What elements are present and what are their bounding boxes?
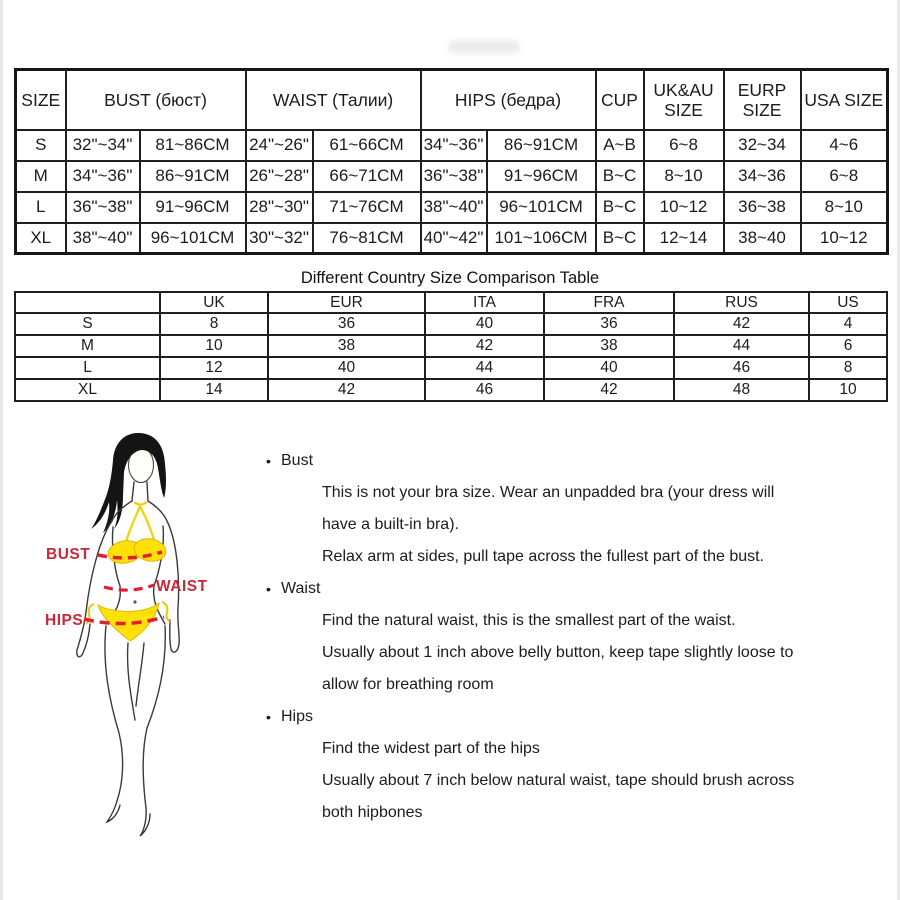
measurement-guide xyxy=(266,445,888,829)
table-cell: 48 xyxy=(674,379,809,401)
table-cell: 32~34 xyxy=(724,130,801,161)
guide-section-title-bust xyxy=(266,445,888,477)
table-cell: XL xyxy=(15,379,160,401)
bust-label: BUST xyxy=(46,546,91,563)
table-cell: 8 xyxy=(160,313,268,335)
table-cell: 42 xyxy=(425,335,544,357)
table-cell: 6~8 xyxy=(644,130,724,161)
column-header-fra: FRA xyxy=(544,292,674,313)
table-cell: 44 xyxy=(425,357,544,379)
table-cell: 34"~36" xyxy=(66,161,140,192)
column-header-eur: EUR xyxy=(268,292,425,313)
table-cell: M xyxy=(15,335,160,357)
table-cell: 46 xyxy=(425,379,544,401)
table-cell: 28"~30" xyxy=(246,192,313,223)
column-header-bust: BUST (бюст) xyxy=(66,70,246,130)
table-cell: 10 xyxy=(809,379,887,401)
table-cell: 86~91CM xyxy=(140,161,246,192)
table-cell: 76~81CM xyxy=(313,223,421,254)
bullet-icon: • xyxy=(266,709,271,725)
table-cell: 40 xyxy=(268,357,425,379)
comparison-row-m xyxy=(15,335,887,357)
comparison-row-xl xyxy=(15,379,887,401)
guide-title-text: Bust xyxy=(281,452,314,469)
table-cell: 66~71CM xyxy=(313,161,421,192)
table-cell: 30"~32" xyxy=(246,223,313,254)
column-header-hips: HIPS (бедра) xyxy=(421,70,596,130)
size-chart-table xyxy=(14,68,889,255)
table-cell: 24"~26" xyxy=(246,130,313,161)
table-cell: S xyxy=(15,313,160,335)
table-cell: L xyxy=(15,357,160,379)
waist-label: WAIST xyxy=(156,578,208,595)
column-header-us: US xyxy=(809,292,887,313)
guide-line: Find the widest part of the hips xyxy=(322,740,540,757)
left-leg-inner xyxy=(128,643,135,720)
table-cell: 6~8 xyxy=(801,161,888,192)
neck xyxy=(132,482,148,501)
column-header-waist: WAIST (Талии) xyxy=(246,70,421,130)
guide-line: This is not your bra size. Wear an unpadded bra (your dress will xyxy=(322,484,775,501)
table-cell: 61~66CM xyxy=(313,130,421,161)
table-cell: 6 xyxy=(809,335,887,357)
guide-title-text: Waist xyxy=(281,580,321,597)
guide-line: Usually about 7 inch below natural waist, tape should brush across xyxy=(322,772,795,789)
comparison-row-s xyxy=(15,313,887,335)
table-cell: 14 xyxy=(160,379,268,401)
table-cell: 40 xyxy=(544,357,674,379)
size-chart-header-row xyxy=(16,70,888,130)
table-cell: 96~101CM xyxy=(140,223,246,254)
right-leg-inner xyxy=(136,643,144,706)
table-cell: 42 xyxy=(544,379,674,401)
table-cell: 38 xyxy=(268,335,425,357)
table-cell: 44 xyxy=(674,335,809,357)
table-cell: XL xyxy=(16,223,66,254)
table-cell: 40 xyxy=(425,313,544,335)
bullet-icon: • xyxy=(266,581,271,597)
guide-line: have a built-in bra). xyxy=(322,516,459,533)
table-cell: B~C xyxy=(596,223,644,254)
table-cell: 26"~28" xyxy=(246,161,313,192)
table-cell: 32"~34" xyxy=(66,130,140,161)
table-cell: 12 xyxy=(160,357,268,379)
table-cell: 91~96CM xyxy=(140,192,246,223)
right-arm xyxy=(148,501,179,652)
table-cell: L xyxy=(16,192,66,223)
table-cell: B~C xyxy=(596,192,644,223)
table-cell: 91~96CM xyxy=(487,161,596,192)
guide-line: both hipbones xyxy=(322,804,423,821)
guide-line: Usually about 1 inch above belly button, keep tape slightly loose to xyxy=(322,644,794,661)
table-cell: S xyxy=(16,130,66,161)
table-cell: 8~10 xyxy=(644,161,724,192)
guide-line: allow for breathing room xyxy=(322,676,494,693)
table-cell: 34"~36" xyxy=(421,130,487,161)
navel xyxy=(133,600,136,603)
column-header-blank xyxy=(15,292,160,313)
right-leg xyxy=(140,626,165,836)
hips-label: HIPS xyxy=(45,612,84,629)
table-cell: 36~38 xyxy=(724,192,801,223)
table-cell: 101~106CM xyxy=(487,223,596,254)
table-cell: 10~12 xyxy=(644,192,724,223)
bikini-top xyxy=(106,536,167,565)
scan-edge-left xyxy=(0,0,3,900)
guide-line: Find the natural waist, this is the smallest part of the waist. xyxy=(322,612,736,629)
table-cell: 38"~40" xyxy=(66,223,140,254)
size-row-m xyxy=(16,161,888,192)
column-header-rus: RUS xyxy=(674,292,809,313)
column-header-ita: ITA xyxy=(425,292,544,313)
table-cell: 96~101CM xyxy=(487,192,596,223)
guide-section-title-waist xyxy=(266,573,888,605)
hair xyxy=(91,433,166,533)
column-header-uk: UK xyxy=(160,292,268,313)
table-cell: 42 xyxy=(268,379,425,401)
comparison-table-title: Different Country Size Comparison Table xyxy=(300,269,600,287)
table-cell: B~C xyxy=(596,161,644,192)
table-cell: 46 xyxy=(674,357,809,379)
column-header-usa-size: USA SIZE xyxy=(801,70,888,130)
table-cell: 36 xyxy=(268,313,425,335)
table-cell: 81~86CM xyxy=(140,130,246,161)
table-cell: 40"~42" xyxy=(421,223,487,254)
column-header-cup: CUP xyxy=(596,70,644,130)
table-cell: 38~40 xyxy=(724,223,801,254)
table-cell: 8 xyxy=(809,357,887,379)
guide-title-text: Hips xyxy=(281,708,314,725)
table-cell: 12~14 xyxy=(644,223,724,254)
woman-sketch xyxy=(28,428,263,853)
table-cell: 38 xyxy=(544,335,674,357)
table-cell: 4~6 xyxy=(801,130,888,161)
bullet-icon: • xyxy=(266,453,271,469)
table-cell: 36"~38" xyxy=(66,192,140,223)
measurement-figure-illustration xyxy=(28,428,263,853)
comparison-header-row xyxy=(15,292,887,313)
table-cell: 36"~38" xyxy=(421,161,487,192)
table-cell: 86~91CM xyxy=(487,130,596,161)
bikini-straps xyxy=(126,502,154,542)
table-cell: M xyxy=(16,161,66,192)
column-header-size: SIZE xyxy=(16,70,66,130)
size-row-xl xyxy=(16,223,888,254)
table-cell: 42 xyxy=(674,313,809,335)
guide-section-title-hips xyxy=(266,701,888,733)
column-header-eurp-size: EURP SIZE xyxy=(724,70,801,130)
table-cell: 34~36 xyxy=(724,161,801,192)
table-cell: 71~76CM xyxy=(313,192,421,223)
guide-line: Relax arm at sides, pull tape across the fullest part of the bust. xyxy=(322,548,764,565)
table-cell: 10~12 xyxy=(801,223,888,254)
left-leg xyxy=(105,626,123,822)
country-comparison-table xyxy=(14,291,888,402)
size-row-l xyxy=(16,192,888,223)
table-cell: A~B xyxy=(596,130,644,161)
column-header-uk-au-size: UK&AU SIZE xyxy=(644,70,724,130)
table-cell: 36 xyxy=(544,313,674,335)
table-cell: 8~10 xyxy=(801,192,888,223)
waist-measure-line xyxy=(104,585,154,590)
comparison-row-l xyxy=(15,357,887,379)
scan-artifact xyxy=(448,40,520,53)
size-row-s xyxy=(16,130,888,161)
table-cell: 4 xyxy=(809,313,887,335)
table-cell: 10 xyxy=(160,335,268,357)
table-cell: 38"~40" xyxy=(421,192,487,223)
